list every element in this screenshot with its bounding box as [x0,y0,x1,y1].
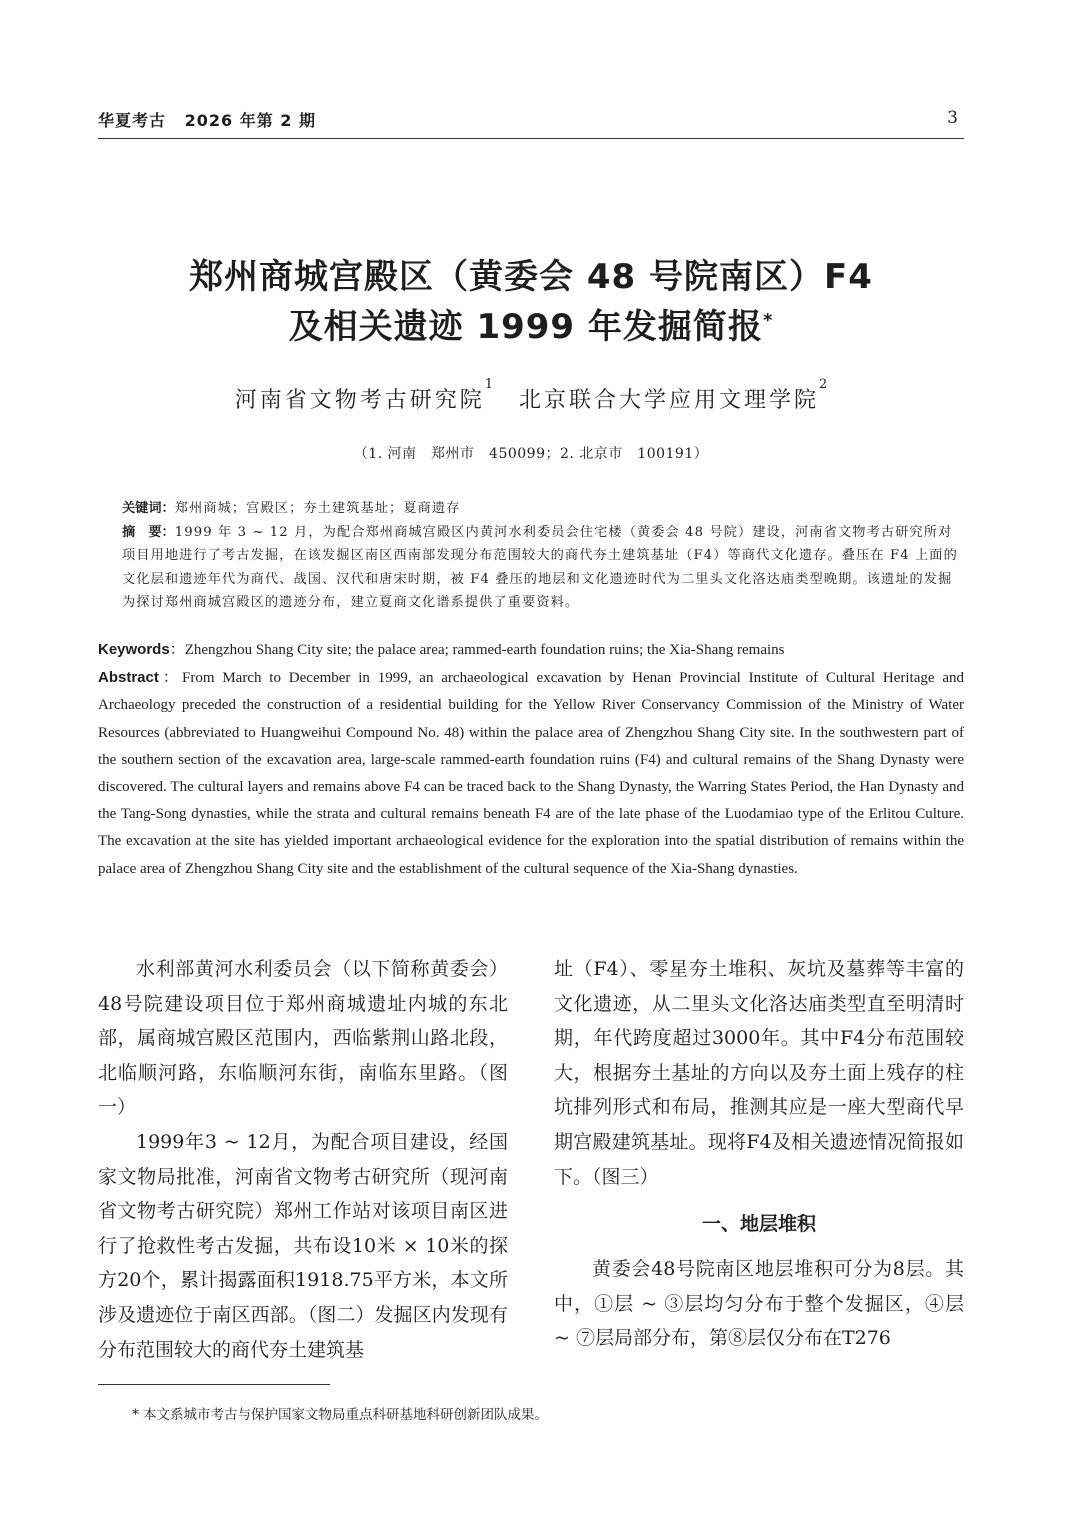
body-paragraph: 址（F4）、零星夯土堆积、灰坑及墓葬等丰富的文化遗迹，从二里头文化洛达庙类型直至明清时期，年代跨度超过3000年。其中F4分布范围较大，根据夯土基址的方向以及夯土面上残存的柱坑排列形式和布局，推测其应是一座大型商代早期宫殿建筑基址。现将F4及相关遗迹情况简报如下。（图三） [554,958,964,1188]
section-heading: 一、地层堆积 [701,1213,816,1236]
author-2: 北京联合大学应用文理学院 [519,388,820,413]
body-column-right [554,952,964,1356]
author-1-affil-mark: 1 [484,377,493,392]
body-paragraph: 水利部黄河水利委员会（以下简称黄委会）48号院建设项目位于郑州商城遗址内城的东北部，属商城宫殿区范围内，西临紫荆山路北段，北临顺河路，东临顺河东街，南临东里路。（图一） [98,958,508,1119]
chinese-abstract-block [122,497,964,615]
english-keywords-text: ：Zhengzhou Shang City site; the palace area; rammed-earth foundation ruins; the Xia-Shang remains [169,642,785,658]
chinese-abstract [122,521,964,615]
english-keywords [98,636,964,664]
author-2-affil-mark: 2 [819,377,828,392]
english-abstract-label: Abstract [98,669,159,687]
body-paragraph: 黄委会48号院南区地层堆积可分为8层。其中，①层 ~ ③层均匀分布于整个发掘区，④层 ~ ⑦层局部分布，第⑧层仅分布在T276 [554,1258,964,1350]
footnote: * 本文系城市考古与保护国家文物局重点科研基地科研创新团队成果。 [132,1407,549,1423]
journal-name: 华夏考古 [98,111,167,130]
title-footnote-mark: * [762,310,774,331]
chinese-keywords [122,497,964,521]
english-abstract-text: ：From March to December in 1999, an archaeological excavation by Henan Provincial Institute of Cultural Heritage and Archaeology preceded the construction of a residential building for the Yellow River Conservancy Commission of the Ministry of Water Resources (abbreviated to Huangweihui Compound No. 48) within the palace area of Zhengzhou Shang City site. In the southwestern part of the southern section of the excavation area, large-scale rammed-earth foundation ruins (F4) and cultural remains of the Shang Dynasty were discovered. The cultural layers and remains above F4 can be traced back to the Shang Dynasty, the Warring States Period, the Han Dynasty and the Tang-Song dynasties, while the strata and cultural remains beneath F4 are of the late phase of the Luodamiao type of the Erlitou Culture. The excavation at the site has yielded important archaeological evidence for the exploration into the spatial distribution of remains within the palace area of Zhengzhou Shang City site and the establishment of the cultural sequence of the Xia-Shang dynasties. [98,670,964,877]
title-line-2-text: 及相关遗迹 1999 年发掘简报 [288,307,763,347]
english-abstract-block [98,636,964,883]
chinese-keywords-label: 关键词： [122,501,175,516]
affiliations: （1. 河南 郑州市 450099；2. 北京市 100191） [353,446,709,462]
author-1: 河南省文物考古研究院 [234,388,485,413]
title-line-2 [98,302,964,352]
footnote-divider [98,1384,330,1385]
title-line-1: 郑州商城宫殿区（黄委会 48 号院南区）F4 [189,257,873,297]
english-abstract [98,664,964,883]
page-number: 3 [947,108,958,128]
chinese-abstract-text: 1999 年 3 ~ 12 月，为配合郑州商城宫殿区内黄河水利委员会住宅楼（黄委会 48 号院）建设，河南省文物考古研究所对项目用地进行了考古发掘，在该发掘区南区西南部发现分布范围较大的商代夯土建筑基址（F4）等商代文化遗存。叠压在 F4 上面的文化层和遗迹年代为商代、战国、汉代和唐宋时期，被 F4 叠压的地层和文化遗迹时代为二里头文化洛达庙类型晚期。该遗址的发掘为探讨郑州商城宫殿区的遗迹分布，建立夏商文化谱系提供了重要资料。 [122,524,958,610]
issue-number: 2026 年第 2 期 [184,111,316,130]
author-line [98,377,964,414]
english-keywords-label: Keywords [98,641,170,658]
chinese-abstract-label: 摘 要： [122,524,175,540]
running-header [98,108,964,139]
body-column-left [98,952,508,1367]
journal-issue [98,108,316,131]
body-paragraph: 1999年3 ~ 12月，为配合项目建设，经国家文物局批准，河南省文物考古研究所（现河南省文物考古研究院）郑州工作站对该项目南区进行了抢救性考古发掘，共布设10米 × 10米的探方20个，累计揭露面积1918.75平方米，本文所涉及遗迹位于南区西部。（图二）发掘区内发现有分布范围较大的商代夯土建筑基 [98,1130,508,1361]
article-title [98,252,964,352]
chinese-keywords-text: 郑州商城；宫殿区；夯土建筑基址；夏商遗存 [174,501,461,516]
